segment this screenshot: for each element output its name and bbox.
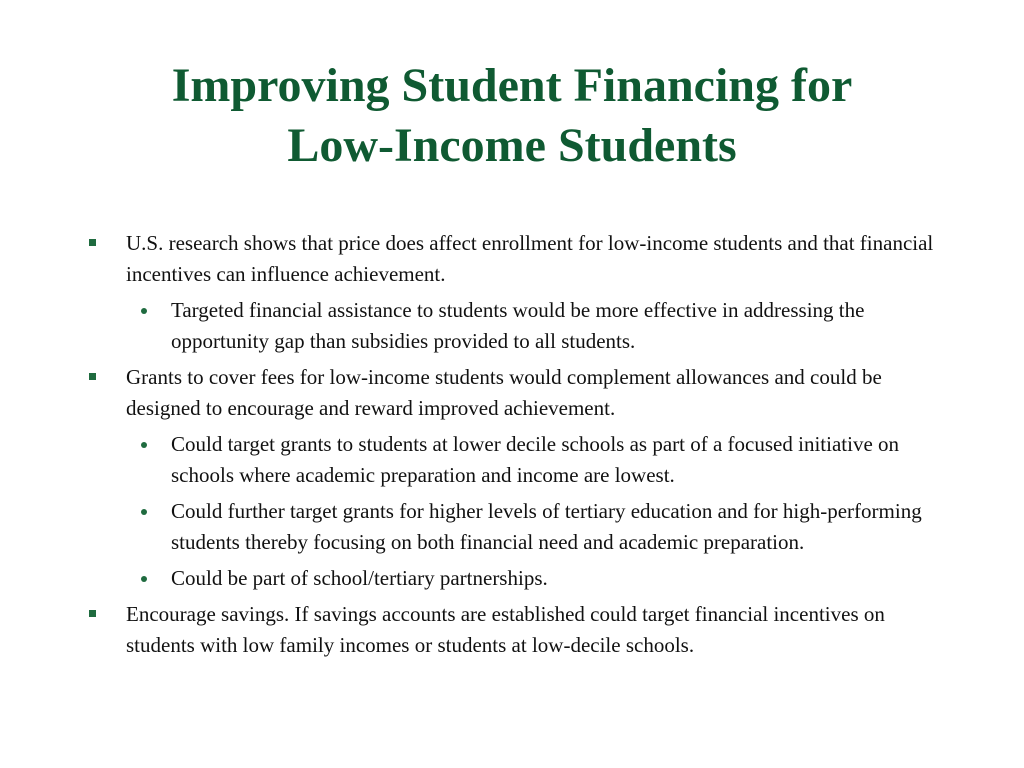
square-bullet-icon [89, 610, 96, 617]
sub-bullet-item [171, 295, 936, 357]
bullet-text: U.S. research shows that price does affect enrollment for low-income students and that financial incentives can influence achievement. [126, 231, 934, 286]
sub-bullet-item [171, 496, 936, 558]
sub-bullet-text: Could further target grants for higher levels of tertiary education and for high-performing students thereby focusing on both financial need and academic preparation. [171, 499, 922, 554]
bullet-item [126, 362, 936, 424]
square-bullet-icon [89, 373, 96, 380]
round-bullet-icon [141, 308, 147, 314]
square-bullet-icon [89, 239, 96, 246]
bullet-text: Encourage savings. If savings accounts are established could target financial incentives on students with low family incomes or students at low-decile schools. [126, 602, 885, 657]
sub-bullet-item [171, 429, 936, 491]
bullet-list [0, 228, 1024, 661]
bullet-text: Grants to cover fees for low-income students would complement allowances and could be designed to encourage and reward improved achievement. [126, 365, 882, 420]
round-bullet-icon [141, 442, 147, 448]
sub-bullet-text: Could be part of school/tertiary partnerships. [171, 566, 548, 590]
sub-bullet-item [171, 563, 936, 594]
round-bullet-icon [141, 509, 147, 515]
title-line-1: Improving Student Financing for [171, 59, 853, 112]
bullet-item [126, 599, 936, 661]
slide-title [0, 56, 1024, 176]
bullet-item [126, 228, 936, 290]
title-line-2: Low-Income Students [287, 119, 737, 172]
sub-bullet-text: Could target grants to students at lower decile schools as part of a focused initiative on schools where academic preparation and income are lowest. [171, 432, 900, 487]
sub-bullet-text: Targeted financial assistance to students would be more effective in addressing the opportunity gap than subsidies provided to all students. [171, 298, 865, 353]
round-bullet-icon [141, 576, 147, 582]
